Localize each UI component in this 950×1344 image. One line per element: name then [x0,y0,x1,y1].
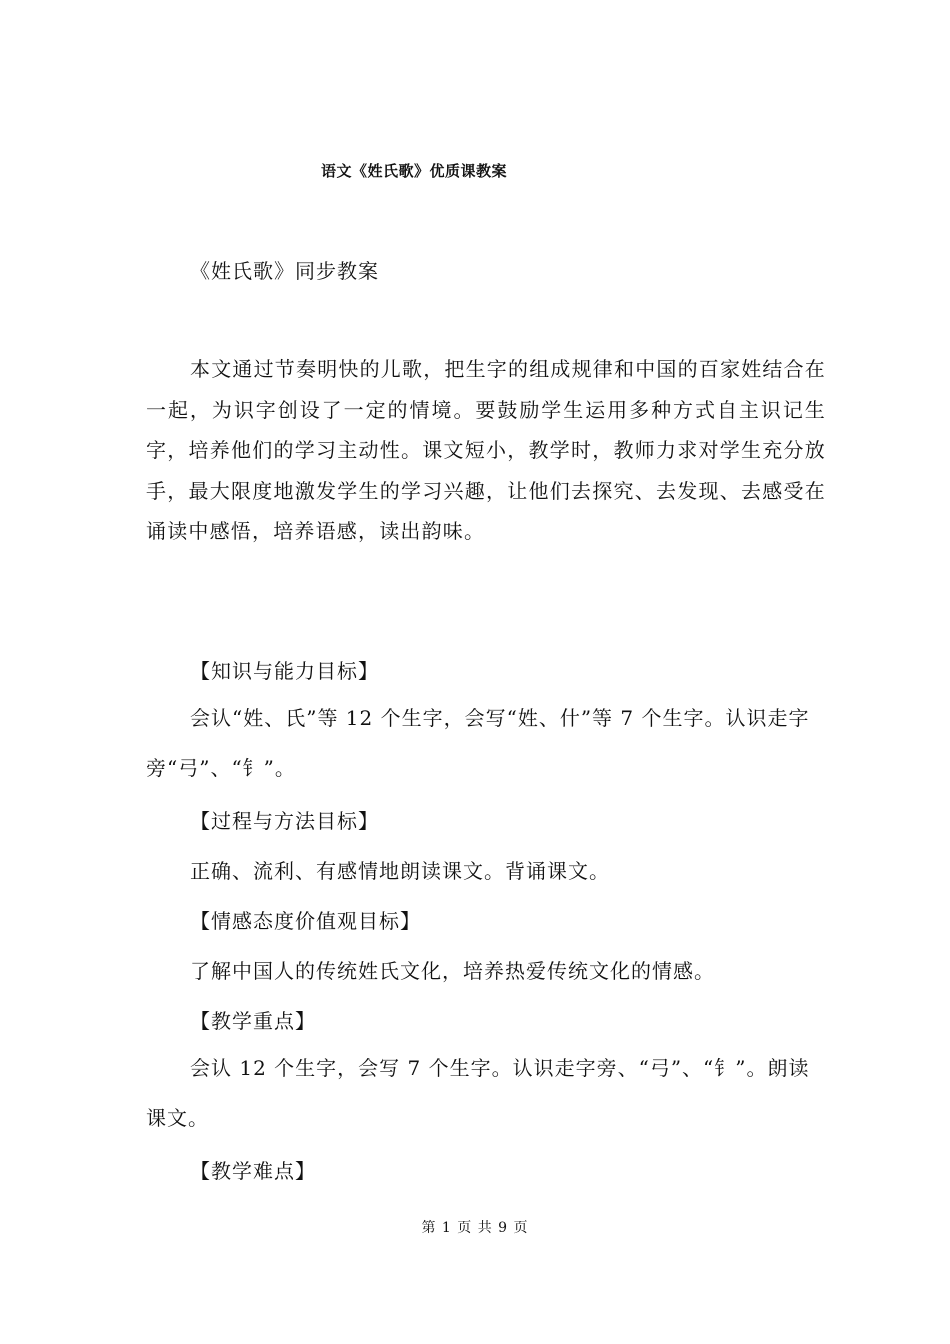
knowledge-goal-heading: 【知识与能力目标】 [190,659,379,683]
document-title: 语文《姓氏歌》优质课教案 [320,162,507,180]
teaching-difficulty-heading: 【教学难点】 [190,1159,316,1183]
teaching-key-text: 会认 12 个生字，会写 7 个生字。认识走字旁、“弓”、“钅”。朗读课文。 [146,1056,810,1130]
knowledge-goal-text: 会认“姓、氏”等 12 个生字，会写“姓、什”等 7 个生字。认识走字旁“弓”、“钅”。 [146,706,810,780]
process-goal-text: 正确、流利、有感情地朗读课文。背诵课文。 [190,859,610,883]
teaching-key-heading: 【教学重点】 [190,1009,316,1033]
emotion-goal-heading: 【情感态度价值观目标】 [190,909,421,933]
emotion-goal-text: 了解中国人的传统姓氏文化，培养热爱传统文化的情感。 [190,959,715,983]
intro-paragraph: 本文通过节奏明快的儿歌，把生字的组成规律和中国的百家姓结合在一起，为识字创设了一定的情境。要鼓励学生运用多种方式自主识记生字，培养他们的学习主动性。课文短小，教学时，教师力求对学生充分放手，最大限度地激发学生的学习兴趣，让他们去探究、去发现、去感受在诵读中感悟，培养语感，读出韵味。 [146,357,826,543]
process-goal-heading: 【过程与方法目标】 [190,809,379,833]
lesson-subtitle: 《姓氏歌》同步教案 [190,259,379,283]
page-footer: 第 1 页 共 9 页 [421,1220,529,1236]
